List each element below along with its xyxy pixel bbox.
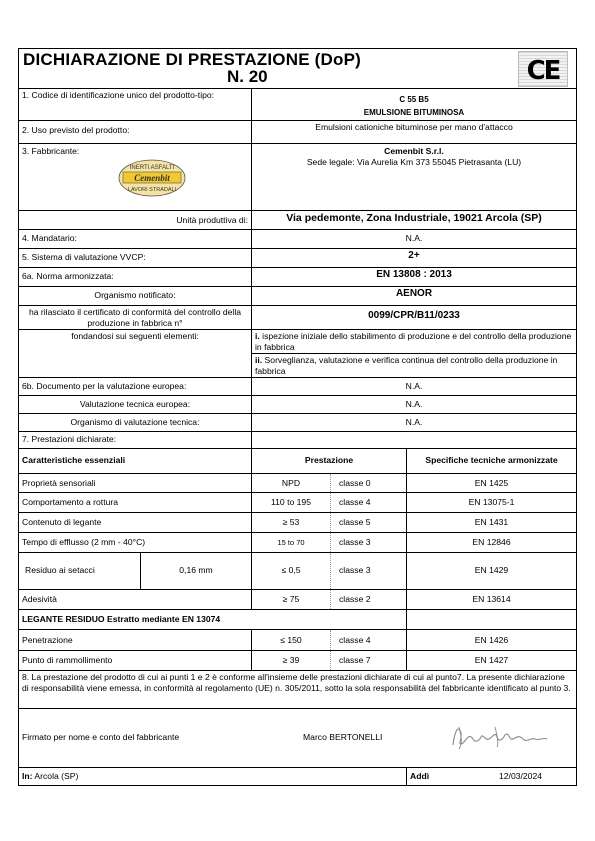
section-3-label: 3. Fabbricante: [22,146,80,156]
date-value: 12/03/2024 [499,771,543,781]
section-7-empty [251,432,576,448]
product-code-cell [251,89,576,120]
table-row [19,512,576,532]
eta-value: N.A. [251,396,576,413]
notified-body-label: Organismo notificato: [94,290,176,300]
section-4-row [19,229,576,248]
row-performance: ≥ 39 [251,651,330,670]
sieve-class: classe 3 [330,553,406,589]
section-5-label: 5. Sistema di valutazione VVCP: [22,252,146,262]
col-header-performance: Prestazione [251,449,406,473]
row-spec: EN 12846 [406,533,576,552]
notified-body-value: AENOR [251,287,576,305]
handwritten-signature [449,719,549,755]
adhesion-label: Adesività [22,594,57,604]
eta-label: Valutazione tecnica europea: [79,399,191,409]
section-2-label: 2. Uso previsto del prodotto: [22,125,130,135]
manufacturer-cell [251,144,576,210]
section-6a-label: 6a. Norma armonizzata: [22,271,114,281]
title-row [19,49,576,88]
production-unit-value: Via pedemonte, Zona Industriale, 19021 Arcola (SP) [251,211,576,229]
section-6b-label: 6b. Documento per la valutazione europea: [22,381,187,391]
date-label: Addì [406,768,466,785]
notified-body-row [19,286,576,305]
row-spec: EN 1426 [406,630,576,650]
col-header-specs: Specifiche tecniche armonizzate [406,449,576,473]
dop-document [18,48,577,786]
manufacturer-name: Cemenbit S.r.l. [384,146,444,156]
table-row [19,650,576,670]
basis-label: fondandosi sui seguenti elementi: [71,331,199,341]
table-row-sieve [19,552,576,589]
sieve-label: Residuo ai setacci [25,565,95,575]
section-2-row [19,120,576,143]
row-characteristic: Contenuto di legante [22,517,102,527]
row-class: classe 5 [330,513,406,532]
residual-binder-empty [406,610,576,629]
ce-mark-text: CE [526,56,560,86]
adhesion-performance: ≥ 75 [251,590,330,609]
row-performance: NPD [251,474,330,492]
section-3-row [19,143,576,210]
section-1-label: 1. Codice di identificazione unico del prodotto-tipo: [22,90,215,100]
certificate-row [19,305,576,329]
ce-mark-logo [518,51,568,87]
row-class: classe 4 [330,493,406,512]
logo-name-text: Cemenbit [134,173,170,183]
row-performance: ≤ 150 [251,630,330,650]
row-characteristic: Proprietà sensoriali [22,478,96,488]
basis-item-ii: ii. Sorveglianza, valutazione e verifica continua del controllo della produzione in fabbrica [252,353,576,377]
tab-value: N.A. [251,414,576,431]
performance-table-header [19,448,576,473]
sieve-spec: EN 1429 [406,553,576,589]
product-name: EMULSIONE BITUMINOSA [363,108,465,117]
logo-bottom-text: LAVORI STRADALI [127,187,177,193]
signatory-name: Marco BERTONELLI [303,732,383,742]
row-class: classe 7 [330,651,406,670]
row-characteristic: Comportamento a rottura [22,497,119,507]
signature-label: Firmato per nome e conto del fabbricante [22,732,180,742]
avcp-system: 2+ [251,249,576,267]
table-row [19,492,576,512]
cemenbit-logo [117,158,187,198]
tab-label: Organismo di valutazione tecnica: [70,417,200,427]
certificate-label: ha rilasciato il certificato di conformità del controllo della produzione in fabbrica n° [28,307,242,328]
row-class: classe 3 [330,533,406,552]
section-7-label: 7. Prestazioni dichiarate: [22,434,117,444]
row-class: classe 0 [330,474,406,492]
table-row [19,532,576,552]
row-spec: EN 1431 [406,513,576,532]
basis-elements [251,330,576,377]
document-title: DICHIARAZIONE DI PRESTAZIONE (DoP) [23,50,361,69]
section-1-row [19,88,576,120]
row-performance: 110 to 195 [251,493,330,512]
place-cell [19,768,406,785]
row-characteristic: Penetrazione [22,635,73,645]
basis-item-i: i. ispezione iniziale dello stabilimento di produzione e del controllo della produzione in fabbrica [255,331,572,352]
sieve-performance: ≤ 0,5 [251,553,330,589]
row-spec: EN 1427 [406,651,576,670]
certificate-number: 0099/CPR/B11/0233 [251,306,576,329]
footer-row [19,767,576,785]
authorised-representative: N.A. [251,230,576,248]
place-value: Arcola (SP) [32,771,79,781]
table-row [19,629,576,650]
signature-row [19,708,576,767]
adhesion-class: classe 2 [330,590,406,609]
section-8-row [19,670,576,708]
sieve-size: 0,16 mm [140,553,251,589]
row-characteristic: Tempo di efflusso (2 mm - 40°C) [22,537,146,547]
section-6b-row [19,377,576,395]
tab-row [19,413,576,431]
row-spec: EN 1425 [406,474,576,492]
production-unit-label: Unità produttiva di: [176,215,248,225]
section-8-statement: 8. La prestazione del prodotto di cui ai punti 1 e 2 è conforme all'insieme delle prestazioni dichiarate di cui al punto7. La presente dichiarazione di responsabilità viene emessa, in conformità al regolamento (UE) n. 305/2011, sotto la sola responsabilità del fabbricante identificato al punto 3. [22,672,571,693]
row-characteristic: Punto di rammollimento [22,655,113,665]
residual-binder-title: LEGANTE RESIDUO Estratto mediante EN 13074 [22,614,221,624]
production-unit-row [19,210,576,229]
logo-top-text: INERTI ASFALTI [129,165,175,171]
basis-row [19,329,576,377]
document-number: N. 20 [227,67,268,86]
row-spec: EN 13075-1 [406,493,576,512]
row-performance: ≥ 53 [251,513,330,532]
row-class: classe 4 [330,630,406,650]
harmonised-standard: EN 13808 : 2013 [251,268,576,286]
intended-use: Emulsioni cationiche bituminose per mano d'attacco [251,121,576,143]
table-row [19,473,576,492]
section-5-row [19,248,576,267]
table-row-adhesion [19,589,576,609]
residual-binder-header [19,609,576,629]
adhesion-spec: EN 13614 [406,590,576,609]
eta-row [19,395,576,413]
section-6a-row [19,267,576,286]
manufacturer-address: Sede legale: Via Aurelia Km 373 55045 Pietrasanta (LU) [306,156,522,167]
row-performance: 15 to 70 [251,533,330,552]
place-label: In: [22,771,33,781]
col-header-characteristics: Caratteristiche essenziali [22,455,126,465]
section-4-label: 4. Mandatario: [22,233,77,243]
section-7-row [19,431,576,448]
product-code: C 55 B5 [399,95,429,104]
ead-value: N.A. [251,378,576,395]
